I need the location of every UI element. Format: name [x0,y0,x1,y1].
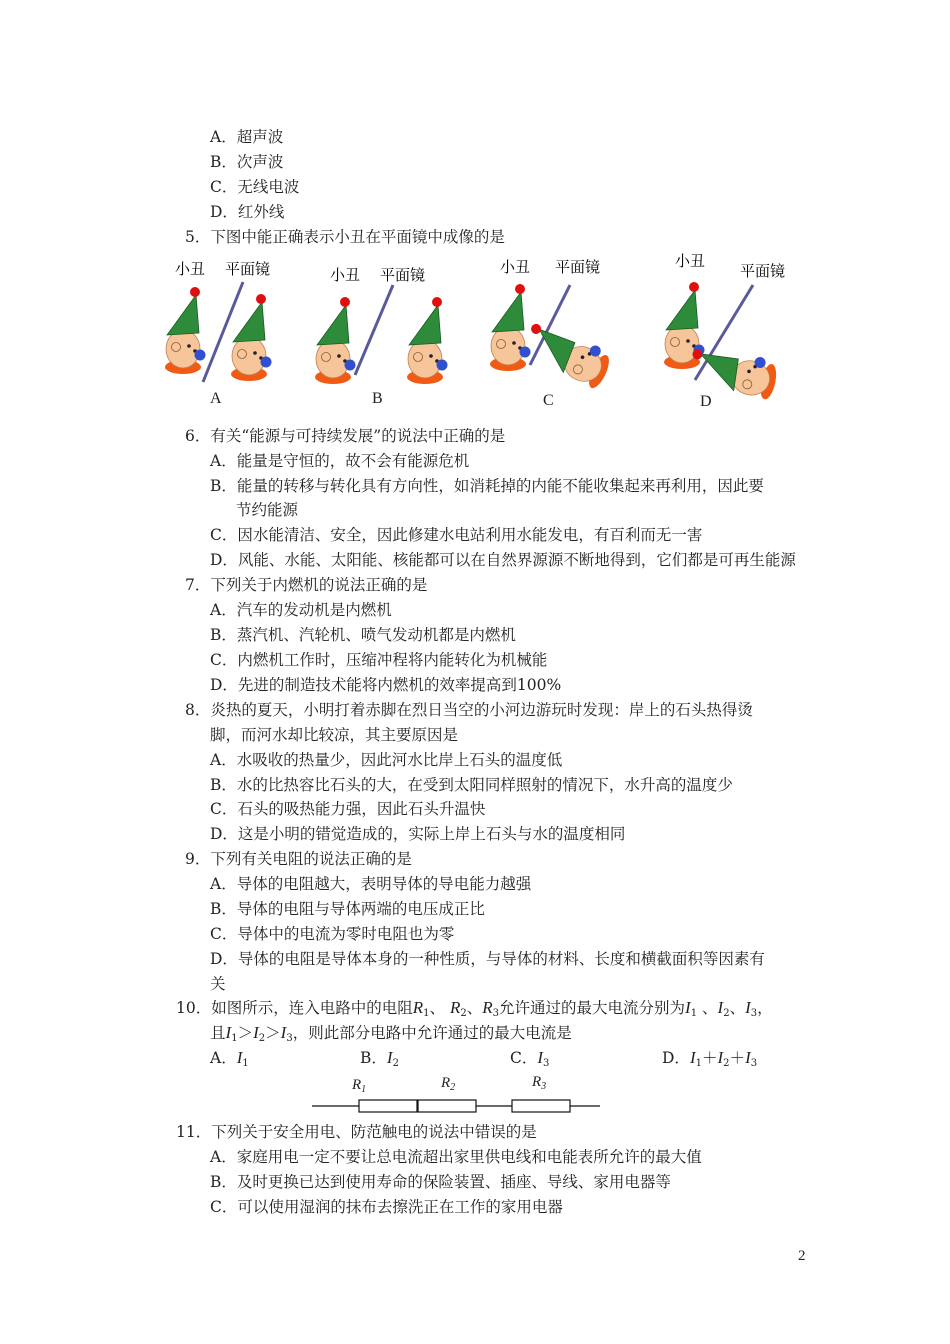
figure-label-c: C [543,392,554,409]
q7-stem: 7．下列关于内燃机的说法正确的是 [185,576,428,594]
mirror-label-b: 平面镜 [380,266,426,284]
q4-option-a: A．超声波 [210,128,284,146]
q8-option-c: C．石头的吸热能力强，因此石头升温快 [210,800,486,818]
q8-option-a: A．水吸收的热量少，因此河水比岸上石头的温度低 [210,751,563,769]
page-number: 2 [798,1248,806,1264]
figure-c [490,258,615,391]
q6-option-d: D．风能、水能、太阳能、核能都可以在自然界源源不断地得到，它们都是可再生能源 [210,551,796,569]
q5-figure [155,250,815,415]
q8-stem: 8．炎热的夏天，小明打着赤脚在烈日当空的小河边游玩时发现：岸上的石头热得烫 [185,701,753,719]
q4-option-d: D．红外线 [210,203,285,221]
q10-option-b: B．$I_2$ [360,1048,399,1069]
q11-option-b: B．及时更换已达到使用寿命的保险装置、插座、导线、家用电器等 [210,1173,671,1191]
q10-circuit [310,1095,605,1115]
q7-option-d: D．先进的制造技术能将内燃机的效率提高到100% [210,676,562,694]
resistor-r3 [512,1100,570,1112]
q7-option-a: A．汽车的发动机是内燃机 [210,601,392,619]
q4-option-b: B．次声波 [210,153,284,171]
figure-label-b: B [372,390,383,407]
q10-stem: 10．如图所示，连入电路中的电阻$R_1$、 $R_2$、$R_3$允许通过的最大电流分别为$I_1$ 、$I_2$、$I_3$， [176,998,773,1019]
q6-option-b: B．能量的转移与转化具有方向性，如消耗掉的内能不能收集起来再利用，因此要 [210,477,764,495]
q9-option-d: D．导体的电阻是导体本身的一种性质，与导体的材料、长度和横截面积等因素有 [210,950,765,968]
q11-option-c: C．可以使用湿润的抹布去擦洗正在工作的家用电器 [210,1198,563,1216]
q6-option-b-cont: 节约能源 [236,501,299,519]
figure-label-d: D [700,393,712,410]
q6-option-a: A．能量是守恒的，故不会有能源危机 [210,452,470,470]
q10-option-a: A．$I_1$ [210,1048,249,1069]
q4-option-c: C．无线电波 [210,178,300,196]
q9-option-c: C．导体中的电流为零时电阻也为零 [210,925,455,943]
q8-option-b: B．水的比热容比石头的大，在受到太阳同样照射的情况下，水升高的温度少 [210,776,733,794]
resistor-r1 [359,1100,417,1112]
q9-option-a: A．导体的电阻越大，表明导体的导电能力越强 [210,875,532,893]
q10-stem-cont: 且$I_1>I_2>I_3$，则此部分电路中允许通过的最大电流是 [210,1023,572,1044]
figure-label-a: A [210,390,222,407]
q10-option-d: D．$I_1+I_2+I_3$ [662,1048,758,1069]
q9-stem: 9．下列有关电阻的说法正确的是 [185,850,412,868]
q5-stem: 5．下图中能正确表示小丑在平面镜中成像的是 [185,228,505,246]
resistor-r2 [418,1100,476,1112]
clown-label-c: 小丑 [500,258,531,276]
figure-b [315,266,448,384]
r2-label: $R_2$ [441,1075,456,1093]
q6-option-c: C．因水能清洁、安全，因此修建水电站利用水能发电，有百利而无一害 [210,526,703,544]
q8-option-d: D．这是小明的错觉造成的，实际上岸上石头与水的温度相同 [210,825,626,843]
clown-label-a: 小丑 [175,260,206,278]
q9-option-b: B．导体的电阻与导体两端的电压成正比 [210,900,485,918]
q11-option-a: A．家庭用电一定不要让总电流超出家里供电线和电能表所允许的最大值 [210,1148,702,1166]
q7-option-b: B．蒸汽机、汽轮机、喷气发动机都是内燃机 [210,626,516,644]
q11-stem: 11．下列关于安全用电、防范触电的说法中错误的是 [176,1123,537,1141]
mirror-label-c: 平面镜 [555,258,601,276]
mirror-label-a: 平面镜 [225,260,271,278]
q8-stem-cont: 脚，而河水却比较凉，其主要原因是 [210,726,459,744]
clown-label-d: 小丑 [675,252,706,270]
r1-label: $R_1$ [352,1077,367,1095]
r3-label: $R_3$ [532,1074,547,1092]
figure-d [664,252,785,401]
q6-stem: 6．有关“能源与可持续发展”的说法中正确的是 [185,427,506,445]
q10-option-c: C．$I_3$ [510,1048,550,1069]
mirror-label-d: 平面镜 [740,262,786,280]
figure-a [165,260,272,382]
clown-label-b: 小丑 [330,266,361,284]
q7-option-c: C．内燃机工作时，压缩冲程将内能转化为机械能 [210,651,548,669]
q9-option-d-cont: 关 [210,975,226,993]
